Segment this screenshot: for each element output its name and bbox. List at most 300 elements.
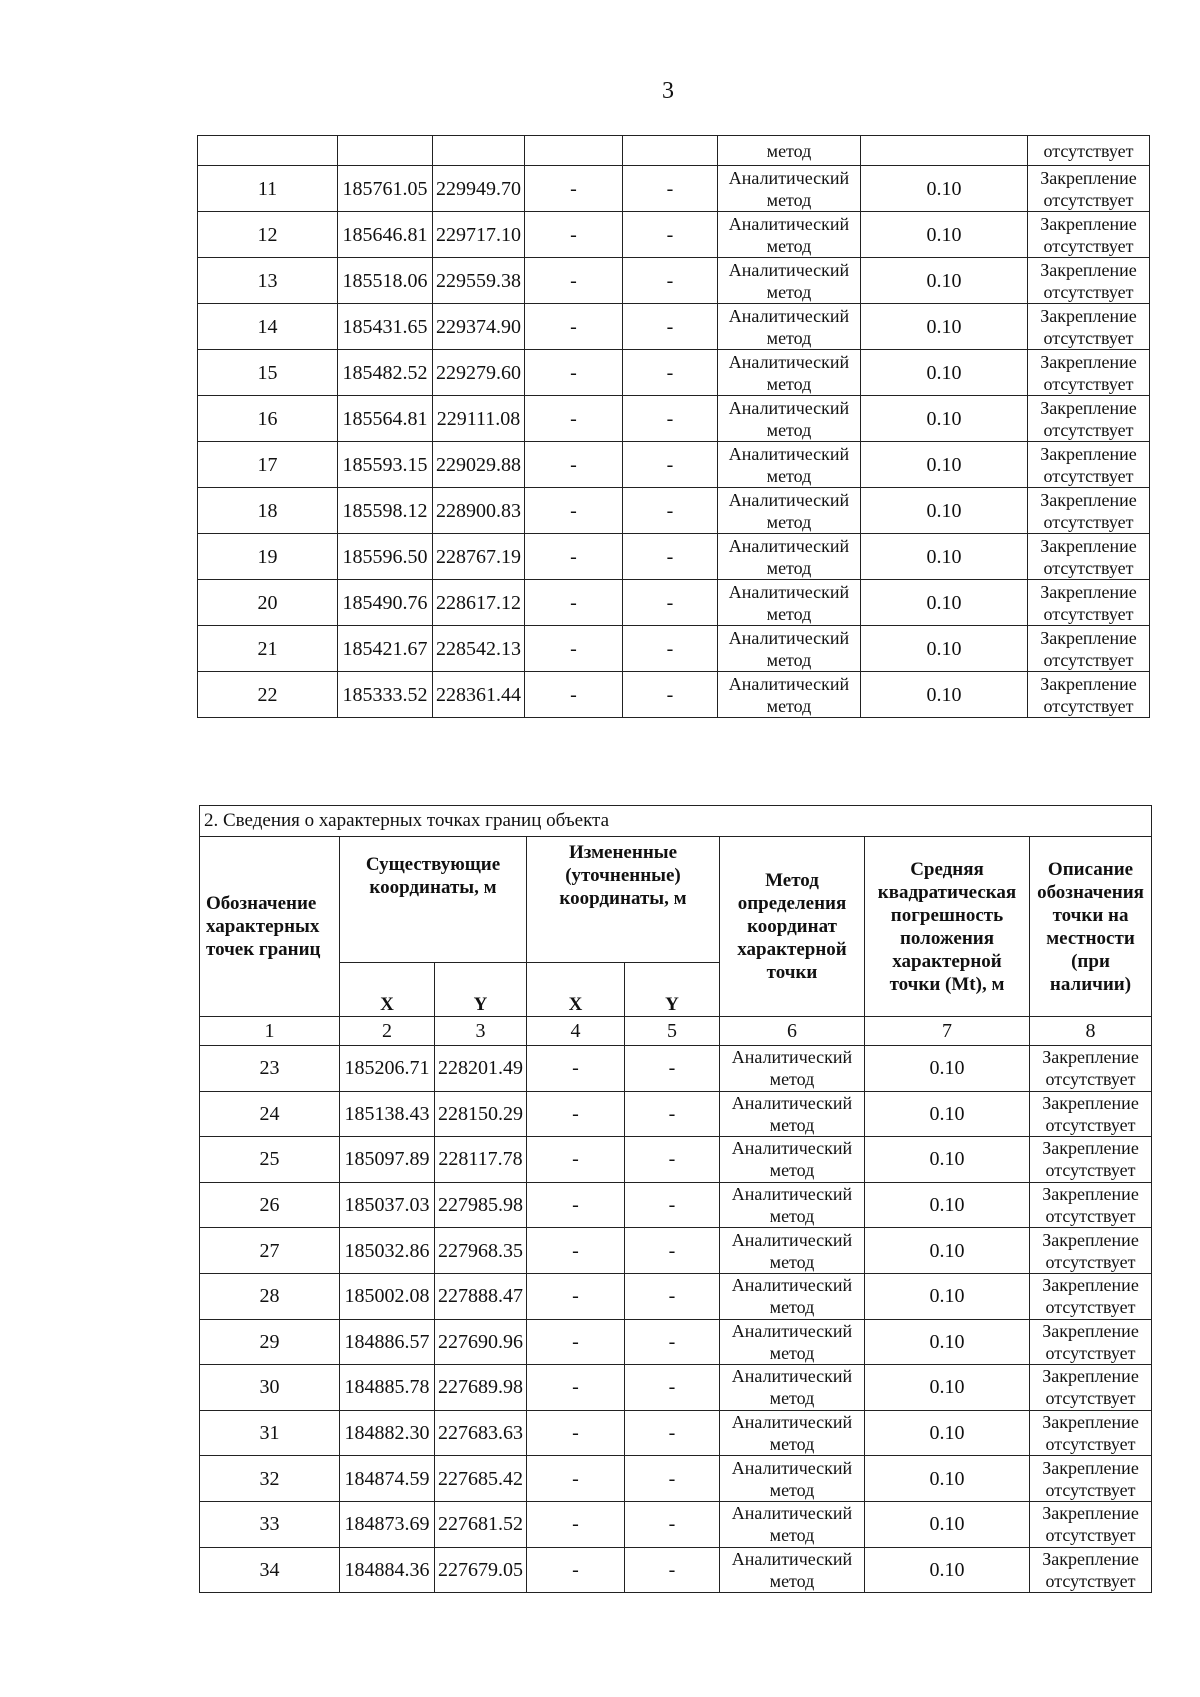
cell-point-number: 21 <box>198 626 338 672</box>
cell-description-line: Закрепление <box>1040 673 1137 694</box>
cell-description-line: Закрепление <box>1040 397 1137 418</box>
cell-point-number: 22 <box>198 672 338 718</box>
cell-method <box>718 258 861 304</box>
header-designation: Обозначение характерных точек границ <box>200 837 340 1017</box>
cell-changed-x: - <box>525 212 623 258</box>
cell-mt: 0.10 <box>861 534 1028 580</box>
cell-method-line: метод <box>769 1114 815 1135</box>
cell-x: 185596.50 <box>338 534 433 580</box>
cell-description-line: Закрепление <box>1042 1320 1139 1341</box>
cell-method <box>720 1228 865 1274</box>
cell-method <box>720 1046 865 1092</box>
cell-description <box>1028 212 1150 258</box>
cell-y: 228542.13 <box>433 626 525 672</box>
cell-changed-y: - <box>623 258 718 304</box>
cell-y: 227679.05 <box>435 1547 527 1593</box>
cell-method-line: Аналитический <box>731 1320 853 1341</box>
cell-description-line: Закрепление <box>1040 213 1137 234</box>
cell-mt: 0.10 <box>861 304 1028 350</box>
cell-point-number: 28 <box>200 1273 340 1319</box>
cell-method-line: метод <box>769 1525 815 1546</box>
cell-y: 227685.42 <box>435 1456 527 1502</box>
cell-changed-x: - <box>527 1410 625 1456</box>
cell-point-number: 32 <box>200 1456 340 1502</box>
cell-method-line: Аналитический <box>731 1457 853 1478</box>
cell-method <box>718 442 861 488</box>
cell-description-line: отсутствует <box>1043 419 1134 440</box>
cell-description-line: Закрепление <box>1042 1229 1139 1250</box>
header-y: Y <box>435 963 527 1017</box>
table-row <box>200 1547 1152 1593</box>
table-row <box>200 1501 1152 1547</box>
table-row <box>198 580 1150 626</box>
cell-x: 185421.67 <box>338 626 433 672</box>
table-row <box>198 488 1150 534</box>
cell-x: 185002.08 <box>340 1273 435 1319</box>
page-number: 3 <box>662 78 674 104</box>
continuation-row <box>198 136 1150 166</box>
cell-method-line: Аналитический <box>728 305 850 326</box>
cell-point-number: 15 <box>198 350 338 396</box>
cell-changed-x: - <box>527 1046 625 1092</box>
cell-description-line: отсутствует <box>1045 1434 1136 1455</box>
cell-method-line: Аналитический <box>728 489 850 510</box>
cell-method-line: Аналитический <box>728 581 850 602</box>
cell-method-line: Аналитический <box>728 443 850 464</box>
cell-description <box>1030 1091 1152 1137</box>
cell-changed-x: - <box>527 1365 625 1411</box>
cell-mt: 0.10 <box>865 1319 1030 1365</box>
table-row <box>200 1182 1152 1228</box>
cell-changed-x: - <box>527 1137 625 1183</box>
cell-mt: 0.10 <box>861 488 1028 534</box>
cell-description-line: отсутствует <box>1045 1342 1136 1363</box>
cell-description-line: отсутствует <box>1045 1160 1136 1181</box>
cell-method-line: Аналитический <box>728 213 850 234</box>
cell-method-line: Аналитический <box>728 673 850 694</box>
cell-point-number: 33 <box>200 1501 340 1547</box>
cell-description-line: отсутствует <box>1045 1479 1136 1500</box>
cell-changed-y: - <box>625 1091 720 1137</box>
table-row <box>198 442 1150 488</box>
cell-empty <box>525 136 623 166</box>
table-row <box>200 1319 1152 1365</box>
table-row <box>200 1091 1152 1137</box>
cell-y: 229279.60 <box>433 350 525 396</box>
cell-method-line: метод <box>769 1297 815 1318</box>
cell-y: 227681.52 <box>435 1501 527 1547</box>
cell-method-line: метод <box>769 1251 815 1272</box>
cell-y: 228767.19 <box>433 534 525 580</box>
cell-method <box>718 672 861 718</box>
cell-description-line: Закрепление <box>1042 1366 1139 1387</box>
cell-description <box>1028 580 1150 626</box>
column-number: 3 <box>435 1017 527 1046</box>
cell-changed-y: - <box>623 580 718 626</box>
cell-description <box>1030 1319 1152 1365</box>
cell-mt: 0.10 <box>865 1091 1030 1137</box>
table-row <box>198 350 1150 396</box>
cell-method <box>718 396 861 442</box>
cell-description-line: отсутствует <box>1045 1251 1136 1272</box>
cell-description-line: Закрепление <box>1040 305 1137 326</box>
cell-changed-x: - <box>525 350 623 396</box>
cell-method-line: Аналитический <box>731 1548 853 1569</box>
table-row <box>198 304 1150 350</box>
cell-mt: 0.10 <box>861 166 1028 212</box>
cell-description-line: Закрепление <box>1040 489 1137 510</box>
boundary-points-table <box>199 805 1152 1593</box>
cell-method <box>718 350 861 396</box>
cell-point-number: 29 <box>200 1319 340 1365</box>
cell-method <box>720 1182 865 1228</box>
cell-mt: 0.10 <box>861 212 1028 258</box>
cell-point-number: 12 <box>198 212 338 258</box>
cell-x: 185564.81 <box>338 396 433 442</box>
cell-changed-y: - <box>623 672 718 718</box>
table-row <box>200 1456 1152 1502</box>
cell-changed-x: - <box>525 396 623 442</box>
table-row <box>198 672 1150 718</box>
column-number: 4 <box>527 1017 625 1046</box>
cell-changed-x: - <box>527 1182 625 1228</box>
cell-y: 229374.90 <box>433 304 525 350</box>
cell-method <box>720 1547 865 1593</box>
cell-x: 184882.30 <box>340 1410 435 1456</box>
cell-description <box>1028 304 1150 350</box>
coordinates-table-continued <box>197 135 1150 718</box>
cell-empty <box>433 136 525 166</box>
cell-changed-y: - <box>623 212 718 258</box>
cell-description-line: отсутствует <box>1043 695 1134 716</box>
cell-point-number: 24 <box>200 1091 340 1137</box>
cell-point-number: 25 <box>200 1137 340 1183</box>
cell-description-line: отсутствует <box>1045 1388 1136 1409</box>
table-row <box>200 1273 1152 1319</box>
cell-changed-y: - <box>623 488 718 534</box>
cell-x: 185761.05 <box>338 166 433 212</box>
cell-mt: 0.10 <box>861 626 1028 672</box>
cell-y: 229559.38 <box>433 258 525 304</box>
cell-x: 185490.76 <box>338 580 433 626</box>
cell-changed-y: - <box>625 1501 720 1547</box>
cell-y: 228361.44 <box>433 672 525 718</box>
cell-changed-x: - <box>525 534 623 580</box>
cell-point-number: 26 <box>200 1182 340 1228</box>
cell-method-line: Аналитический <box>728 167 850 188</box>
cell-description <box>1030 1456 1152 1502</box>
cell-changed-y: - <box>623 304 718 350</box>
cell-method <box>718 626 861 672</box>
cell-changed-y: - <box>625 1228 720 1274</box>
table-body <box>198 136 1150 718</box>
cell-method-line: метод <box>769 1388 815 1409</box>
cell-description-line: Закрепление <box>1042 1457 1139 1478</box>
cell-changed-x: - <box>525 488 623 534</box>
cell-y: 227689.98 <box>435 1365 527 1411</box>
table-row <box>200 1365 1152 1411</box>
cell-x: 185138.43 <box>340 1091 435 1137</box>
cell-y: 228117.78 <box>435 1137 527 1183</box>
cell-description-line: Закрепление <box>1042 1047 1139 1068</box>
cell-description <box>1028 166 1150 212</box>
cell-method-line: Аналитический <box>731 1138 853 1159</box>
cell-method-line: Аналитический <box>731 1184 853 1205</box>
cell-x: 184884.36 <box>340 1547 435 1593</box>
cell-x: 185333.52 <box>338 672 433 718</box>
cell-point-number: 18 <box>198 488 338 534</box>
header-existing-coordinates: Существующие координаты, м <box>340 837 527 963</box>
cell-description-line: Закрепление <box>1042 1412 1139 1433</box>
cell-x: 185431.65 <box>338 304 433 350</box>
cell-empty <box>198 136 338 166</box>
cell-mt: 0.10 <box>865 1365 1030 1411</box>
cell-description <box>1028 626 1150 672</box>
cell-description-line: отсутствует <box>1043 465 1134 486</box>
cell-y: 229029.88 <box>433 442 525 488</box>
cell-method-line: метод <box>769 1479 815 1500</box>
cell-description <box>1030 1228 1152 1274</box>
table-body <box>200 806 1152 1593</box>
cell-description <box>1030 1273 1152 1319</box>
cell-method-line: Аналитический <box>728 627 850 648</box>
cell-mt: 0.10 <box>865 1410 1030 1456</box>
cell-empty <box>338 136 433 166</box>
cell-x: 184886.57 <box>340 1319 435 1365</box>
cell-changed-y: - <box>623 350 718 396</box>
cell-description-line: Закрепление <box>1040 627 1137 648</box>
cell-description-line: Закрепление <box>1040 259 1137 280</box>
cell-method <box>720 1365 865 1411</box>
cell-method-line: метод <box>766 373 812 394</box>
cell-point-number: 14 <box>198 304 338 350</box>
cell-changed-x: - <box>525 626 623 672</box>
cell-changed-y: - <box>625 1137 720 1183</box>
cell-method-line: Аналитический <box>731 1503 853 1524</box>
cell-changed-y: - <box>625 1365 720 1411</box>
cell-x: 185482.52 <box>338 350 433 396</box>
table-row <box>200 1046 1152 1092</box>
cell-description-line: Закрепление <box>1040 351 1137 372</box>
cell-changed-x: - <box>527 1319 625 1365</box>
cell-description <box>1030 1182 1152 1228</box>
cell-changed-y: - <box>625 1410 720 1456</box>
cell-mt: 0.10 <box>865 1456 1030 1502</box>
table-row <box>200 1228 1152 1274</box>
cell-method-line: метод <box>766 189 812 210</box>
cell-method-line: метод <box>766 465 812 486</box>
cell-description-line: Закрепление <box>1042 1092 1139 1113</box>
cell-changed-x: - <box>525 166 623 212</box>
cell-method <box>718 212 861 258</box>
table-row <box>198 258 1150 304</box>
cell-point-number: 31 <box>200 1410 340 1456</box>
cell-description <box>1030 1547 1152 1593</box>
cell-mt: 0.10 <box>861 396 1028 442</box>
cell-changed-y: - <box>623 534 718 580</box>
cell-method-line: метод <box>766 327 812 348</box>
cell-method-line: метод <box>766 281 812 302</box>
cell-method-line: метод <box>769 1206 815 1227</box>
cell-method <box>718 166 861 212</box>
cell-x: 185593.15 <box>338 442 433 488</box>
table-row <box>198 534 1150 580</box>
header-mt: Средняя квадратическая погрешность положения характерной точки (Mt), м <box>865 837 1030 1017</box>
cell-description-line: Закрепление <box>1042 1184 1139 1205</box>
cell-changed-x: - <box>527 1456 625 1502</box>
cell-method-line: Аналитический <box>728 259 850 280</box>
cell-method <box>720 1137 865 1183</box>
header-method: Метод определения координат характерной точки <box>720 837 865 1017</box>
cell-mt: 0.10 <box>865 1228 1030 1274</box>
cell-x: 185518.06 <box>338 258 433 304</box>
cell-mt: 0.10 <box>861 258 1028 304</box>
cell-mt: 0.10 <box>861 442 1028 488</box>
cell-point-number: 16 <box>198 396 338 442</box>
cell-method-line: метод <box>766 649 812 670</box>
table-row <box>198 396 1150 442</box>
cell-point-number: 13 <box>198 258 338 304</box>
cell-description <box>1028 488 1150 534</box>
cell-mt: 0.10 <box>865 1273 1030 1319</box>
cell-method <box>720 1091 865 1137</box>
cell-point-number: 30 <box>200 1365 340 1411</box>
cell-method-line: Аналитический <box>731 1366 853 1387</box>
cell-y: 228150.29 <box>435 1091 527 1137</box>
column-numbers-row <box>200 1017 1152 1046</box>
cell-description <box>1030 1046 1152 1092</box>
cell-description-line: Закрепление <box>1040 535 1137 556</box>
cell-method <box>718 304 861 350</box>
cell-changed-y: - <box>625 1456 720 1502</box>
cell-method-line: метод <box>766 557 812 578</box>
cell-changed-y: - <box>623 442 718 488</box>
cell-description-line: Закрепление <box>1040 443 1137 464</box>
cell-description-line: отсутствует <box>1045 1297 1136 1318</box>
cell-description-line: отсутствует <box>1043 373 1134 394</box>
cell-point-number: 11 <box>198 166 338 212</box>
column-number: 5 <box>625 1017 720 1046</box>
cell-method-line: метод <box>769 1160 815 1181</box>
cell-empty <box>861 136 1028 166</box>
cell-mt: 0.10 <box>865 1137 1030 1183</box>
table-row <box>200 1410 1152 1456</box>
cell-description-line: отсутствует <box>1043 189 1134 210</box>
cell-changed-x: - <box>527 1501 625 1547</box>
column-number: 8 <box>1030 1017 1152 1046</box>
cell-y: 228617.12 <box>433 580 525 626</box>
cell-changed-x: - <box>527 1547 625 1593</box>
cell-description-line: отсутствует <box>1045 1069 1136 1090</box>
table-row <box>198 212 1150 258</box>
cell-method <box>720 1319 865 1365</box>
cell-method: метод <box>718 136 861 166</box>
cell-x: 184873.69 <box>340 1501 435 1547</box>
cell-mt: 0.10 <box>861 350 1028 396</box>
table-row <box>198 626 1150 672</box>
cell-description <box>1028 258 1150 304</box>
cell-mt: 0.10 <box>861 580 1028 626</box>
cell-point-number: 20 <box>198 580 338 626</box>
cell-method <box>720 1501 865 1547</box>
header-row <box>200 837 1152 963</box>
cell-y: 229111.08 <box>433 396 525 442</box>
cell-mt: 0.10 <box>865 1182 1030 1228</box>
cell-description <box>1028 442 1150 488</box>
cell-changed-y: - <box>625 1273 720 1319</box>
cell-point-number: 19 <box>198 534 338 580</box>
cell-description-line: отсутствует <box>1043 281 1134 302</box>
cell-description-line: отсутствует <box>1043 235 1134 256</box>
cell-changed-x: - <box>525 580 623 626</box>
cell-description-line: отсутствует <box>1045 1114 1136 1135</box>
cell-y: 229949.70 <box>433 166 525 212</box>
cell-y: 227888.47 <box>435 1273 527 1319</box>
section-title-row <box>200 806 1152 837</box>
cell-description: отсутствует <box>1028 136 1150 166</box>
cell-x: 185097.89 <box>340 1137 435 1183</box>
cell-mt: 0.10 <box>865 1547 1030 1593</box>
cell-point-number: 23 <box>200 1046 340 1092</box>
cell-description <box>1028 534 1150 580</box>
cell-x: 185598.12 <box>338 488 433 534</box>
cell-description-line: Закрепление <box>1042 1138 1139 1159</box>
cell-x: 185032.86 <box>340 1228 435 1274</box>
cell-description-line: отсутствует <box>1043 327 1134 348</box>
cell-empty <box>623 136 718 166</box>
cell-mt: 0.10 <box>865 1501 1030 1547</box>
cell-description <box>1028 396 1150 442</box>
cell-description-line: отсутствует <box>1045 1525 1136 1546</box>
cell-description <box>1030 1137 1152 1183</box>
cell-method <box>720 1273 865 1319</box>
cell-method-line: метод <box>766 603 812 624</box>
cell-method-line: метод <box>769 1434 815 1455</box>
cell-changed-x: - <box>525 442 623 488</box>
cell-changed-x: - <box>527 1273 625 1319</box>
cell-description-line: отсутствует <box>1043 511 1134 532</box>
header-changed-y: Y <box>625 963 720 1017</box>
cell-description <box>1028 672 1150 718</box>
cell-method <box>718 488 861 534</box>
cell-y: 227968.35 <box>435 1228 527 1274</box>
cell-description-line: Закрепление <box>1040 581 1137 602</box>
cell-description <box>1028 350 1150 396</box>
cell-description-line: отсутствует <box>1043 603 1134 624</box>
cell-changed-y: - <box>625 1182 720 1228</box>
cell-point-number: 17 <box>198 442 338 488</box>
header-changed-coordinates: Измененные (уточненные) координаты, м <box>527 837 720 963</box>
header-x: X <box>340 963 435 1017</box>
cell-method-line: метод <box>766 695 812 716</box>
cell-method-line: метод <box>766 419 812 440</box>
section-title: 2. Сведения о характерных точках границ объекта <box>200 806 1152 837</box>
cell-description-line: отсутствует <box>1045 1206 1136 1227</box>
cell-mt: 0.10 <box>861 672 1028 718</box>
column-number: 1 <box>200 1017 340 1046</box>
cell-method-line: Аналитический <box>731 1412 853 1433</box>
header-description: Описание обозначения точки на местности (при наличии) <box>1030 837 1152 1017</box>
column-number: 7 <box>865 1017 1030 1046</box>
cell-description-line: отсутствует <box>1043 649 1134 670</box>
cell-description <box>1030 1501 1152 1547</box>
cell-method <box>720 1410 865 1456</box>
cell-changed-y: - <box>625 1319 720 1365</box>
cell-changed-y: - <box>625 1046 720 1092</box>
cell-y: 227985.98 <box>435 1182 527 1228</box>
cell-description <box>1030 1410 1152 1456</box>
cell-x: 184885.78 <box>340 1365 435 1411</box>
